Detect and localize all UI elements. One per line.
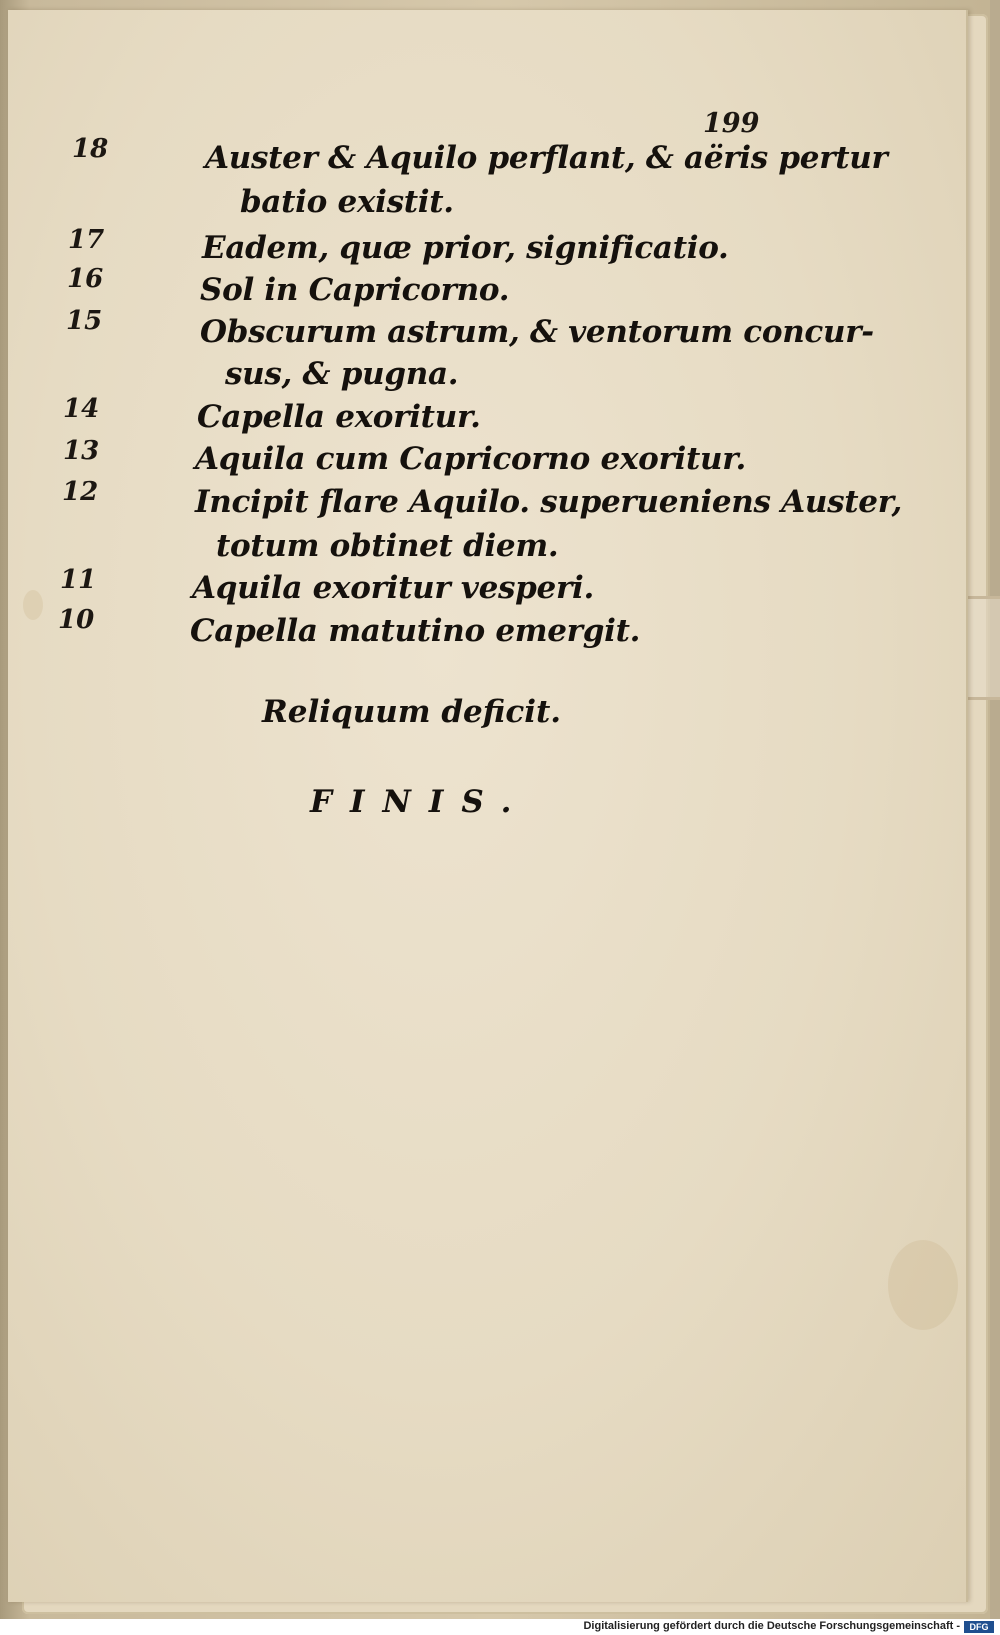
day-number: 11 bbox=[60, 565, 97, 595]
day-number: 16 bbox=[67, 264, 104, 294]
entry-text: Aquila exoritur vesperi. bbox=[192, 570, 594, 606]
day-number: 17 bbox=[68, 225, 105, 255]
day-number: 13 bbox=[63, 436, 100, 466]
dfg-logo: DFG bbox=[964, 1621, 994, 1633]
entry-text: Eadem, quæ prior, significatio. bbox=[202, 230, 729, 266]
paper-stain bbox=[23, 590, 43, 620]
reliquum-note: Reliquum deficit. bbox=[262, 694, 562, 730]
entry-text-continued: sus, & pugna. bbox=[225, 356, 459, 392]
day-number: 10 bbox=[58, 605, 95, 635]
dfg-credit-text: Digitalisierung gefördert durch die Deutsche Forschungsgemeinschaft - bbox=[583, 1620, 960, 1632]
day-number: 12 bbox=[62, 477, 99, 507]
entry-text-continued: batio existit. bbox=[240, 184, 454, 220]
day-number: 15 bbox=[66, 306, 103, 336]
digitization-footer bbox=[0, 1619, 1000, 1635]
finis-heading: FINIS. bbox=[310, 784, 530, 820]
entry-text-continued: totum obtinet diem. bbox=[216, 528, 559, 564]
entry-text: Sol in Capricorno. bbox=[200, 272, 510, 308]
entry-text: Obscurum astrum, & ventorum concur- bbox=[200, 314, 874, 350]
day-number: 18 bbox=[72, 134, 109, 164]
entry-text: Incipit flare Aquilo. superueniens Auster, bbox=[195, 484, 903, 520]
paper-stain bbox=[888, 1240, 958, 1330]
entry-text: Capella exoritur. bbox=[197, 399, 481, 435]
entry-text: Auster & Aquilo perflant, & aëris pertur bbox=[205, 140, 888, 176]
day-number: 14 bbox=[63, 394, 100, 424]
page-number: 199 bbox=[703, 108, 760, 139]
entry-text: Capella matutino emergit. bbox=[190, 613, 641, 649]
entry-text: Aquila cum Capricorno exoritur. bbox=[195, 441, 746, 477]
